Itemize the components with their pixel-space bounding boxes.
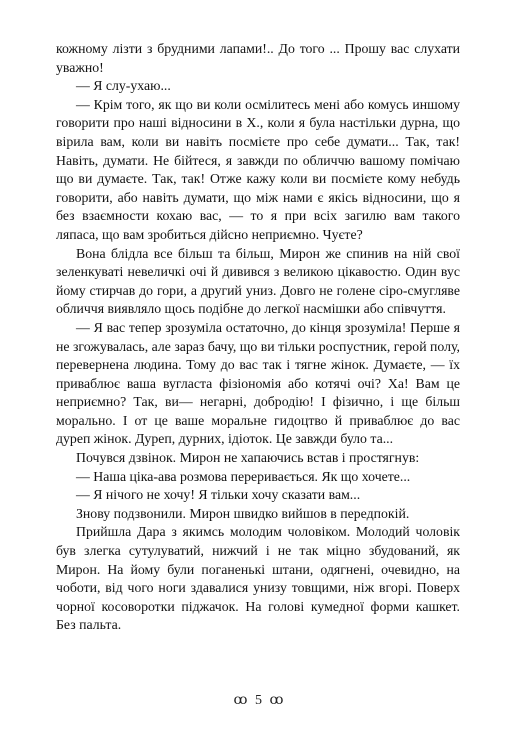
paragraph-5: — Я вас тепер зрозуміла остаточно, до кінця зрозуміла! Перше я не згожувалась, але зараз бачу, що ви тільки роспустник, герой полу, перевернена людина. Тому до вас так і тягне жінок. Думаєте, — їх приваблює ваша вугласта фізіономія або котячі очі? Ха! Вам це неприємно? Так, ви— негарні, добродію! І фізично, і ще більш морально. І от це ваше моральне гидоцтво й приваблює до вас дуреп жінок. Дуреп, дурних, ідіоток. Це завжди було та...: [56, 319, 460, 447]
page-number: 5: [255, 692, 262, 708]
ornament-right-icon: ꝏ: [269, 693, 284, 708]
paragraph-7: — Наша ціка-ава розмова переривається. Як що хочете...: [76, 468, 411, 484]
body-text: [56, 40, 460, 635]
paragraph-3: — Крім того, як що ви коли осмілитесь мені або комусь иншому говорити про наші відносини в Х., коли я була настільки дурна, що вірила вам, коли ви навіть посмієте про себе думати... Так, так! Навіть, думати. Не бійтеся, я завжди по обличчю вашому помічаю що ви думаєте. Так, так! Отже кажу коли ви посмієте кому небудь говорити, або навіть думати, що між нами є якісь відносини, що я без взаємности кохаю вас, — то я при всіх загилю вам такого ляпаса, що вам зробиться дійсно неприємно. Чуєте?: [56, 96, 460, 242]
paragraph-2: — Я слу-ухаю...: [76, 78, 171, 94]
paragraph-9: Знову подзвонили. Мирон швидко вийшов в передпокій.: [76, 505, 410, 521]
page-footer: [0, 692, 517, 709]
paragraph-10: Прийшла Дара з якимсь молодим чоловіком. Молодий чоловік був злегка сутулуватий, нижчий і не так міцно збудований, як Мирон. На йому були поганенькі штани, одягнені, очевидно, на чоботи, від чого ноги здавалися унизу товщими, ніж вгорі. Поверх чорної косоворотки піджачок. На голові кумедної форми кашкет. Без пальта.: [56, 524, 460, 633]
paragraph-8: — Я нічого не хочу! Я тільки хочу сказати вам...: [76, 487, 361, 503]
ornament-left-icon: ꝏ: [233, 693, 248, 708]
paragraph-4: Вона блідла все більш та більш, Мирон же спинив на ній свої зеленкуваті невеличкі очі й дивився з великою цікавостю. Один вус йому стирчав до гори, а другий униз. Довго не голене сіро-смугляве обличчя виявляло щось подібне до легкої насмішки або співчуття.: [56, 245, 460, 317]
paragraph-1: кожному лізти з брудними лапами!.. До того ... Прошу вас слухати уважно!: [56, 41, 460, 75]
paragraph-6: Почувся дзвінок. Мирон не хапаючись встав і простягнув:: [76, 450, 420, 466]
